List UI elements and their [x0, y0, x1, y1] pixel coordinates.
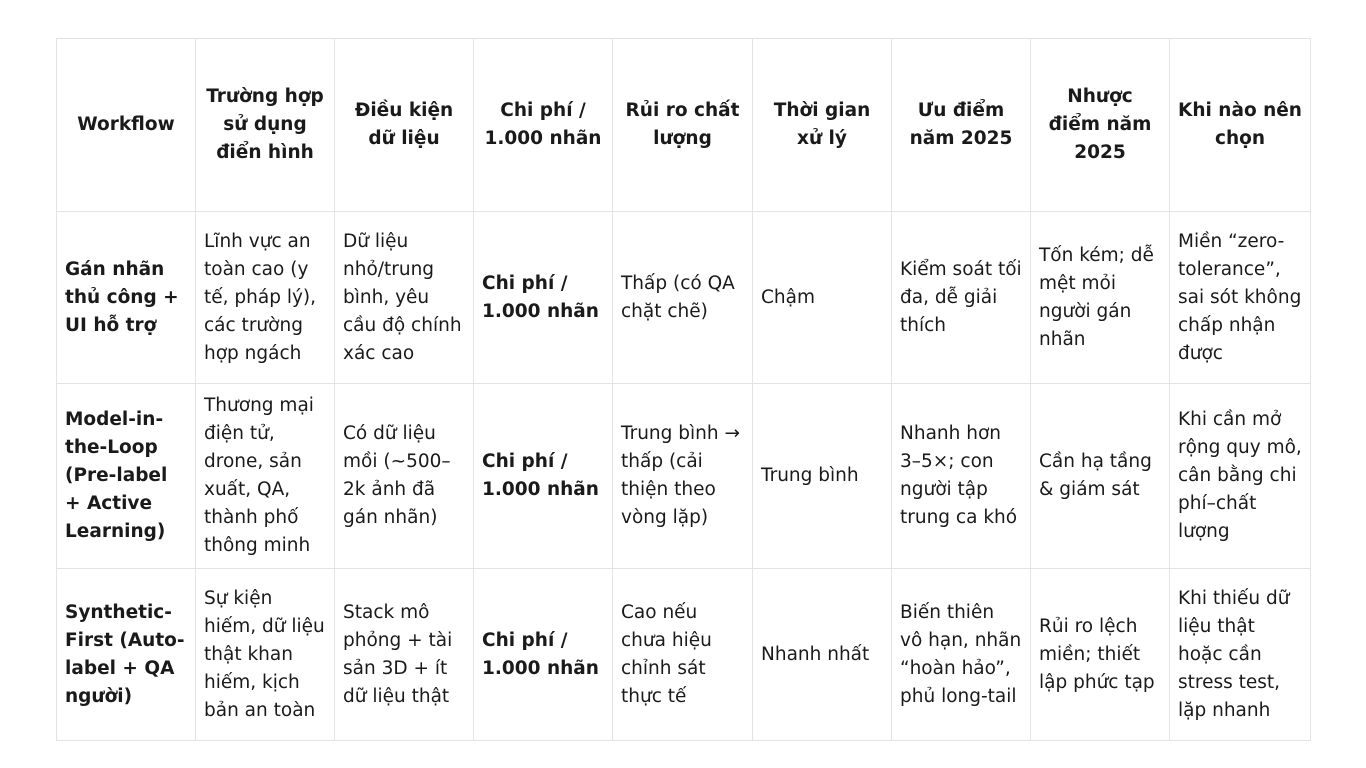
- cell-workflow: Synthetic-First (Auto-label + QA người): [57, 569, 196, 741]
- header-processing-time: Thời gian xử lý: [753, 39, 892, 212]
- cell-quality-risk: Thấp (có QA chặt chẽ): [613, 212, 753, 384]
- cell-use-case: Lĩnh vực an toàn cao (y tế, pháp lý), các trường hợp ngách: [196, 212, 335, 384]
- cell-when-to-choose: Khi thiếu dữ liệu thật hoặc cần stress test, lặp nhanh: [1170, 569, 1311, 741]
- table-row: [57, 212, 1311, 384]
- cell-when-to-choose: Miền “zero-tolerance”, sai sót không chấp nhận được: [1170, 212, 1311, 384]
- cell-use-case: Sự kiện hiếm, dữ liệu thật khan hiếm, kịch bản an toàn: [196, 569, 335, 741]
- cell-quality-risk: Trung bình → thấp (cải thiện theo vòng lặp): [613, 384, 753, 569]
- cell-advantages: Biến thiên vô hạn, nhãn “hoàn hảo”, phủ long-tail: [892, 569, 1031, 741]
- cell-cost: Chi phí / 1.000 nhãn: [474, 212, 613, 384]
- cell-data-conditions: Stack mô phỏng + tài sản 3D + ít dữ liệu thật: [335, 569, 474, 741]
- cell-use-case: Thương mại điện tử, drone, sản xuất, QA, thành phố thông minh: [196, 384, 335, 569]
- cell-data-conditions: Có dữ liệu mồi (~500–2k ảnh đã gán nhãn): [335, 384, 474, 569]
- cell-processing-time: Trung bình: [753, 384, 892, 569]
- workflow-comparison-table: [56, 38, 1311, 741]
- cell-quality-risk: Cao nếu chưa hiệu chỉnh sát thực tế: [613, 569, 753, 741]
- table-row: [57, 384, 1311, 569]
- header-row: [57, 39, 1311, 212]
- header-advantages: Ưu điểm năm 2025: [892, 39, 1031, 212]
- cell-processing-time: Nhanh nhất: [753, 569, 892, 741]
- cell-advantages: Nhanh hơn 3–5×; con người tập trung ca khó: [892, 384, 1031, 569]
- cell-when-to-choose: Khi cần mở rộng quy mô, cân bằng chi phí–chất lượng: [1170, 384, 1311, 569]
- cell-advantages: Kiểm soát tối đa, dễ giải thích: [892, 212, 1031, 384]
- cell-disadvantages: Rủi ro lệch miền; thiết lập phức tạp: [1031, 569, 1170, 741]
- header-data-conditions: Điều kiện dữ liệu: [335, 39, 474, 212]
- cell-disadvantages: Cần hạ tầng & giám sát: [1031, 384, 1170, 569]
- cell-cost: Chi phí / 1.000 nhãn: [474, 384, 613, 569]
- header-disadvantages: Nhược điểm năm 2025: [1031, 39, 1170, 212]
- header-quality-risk: Rủi ro chất lượng: [613, 39, 753, 212]
- header-use-case: Trường hợp sử dụng điển hình: [196, 39, 335, 212]
- table-row: [57, 569, 1311, 741]
- header-workflow: Workflow: [57, 39, 196, 212]
- cell-workflow: Gán nhãn thủ công + UI hỗ trợ: [57, 212, 196, 384]
- header-when-to-choose: Khi nào nên chọn: [1170, 39, 1311, 212]
- header-cost: Chi phí / 1.000 nhãn: [474, 39, 613, 212]
- cell-data-conditions: Dữ liệu nhỏ/trung bình, yêu cầu độ chính xác cao: [335, 212, 474, 384]
- cell-cost: Chi phí / 1.000 nhãn: [474, 569, 613, 741]
- cell-processing-time: Chậm: [753, 212, 892, 384]
- cell-disadvantages: Tốn kém; dễ mệt mỏi người gán nhãn: [1031, 212, 1170, 384]
- cell-workflow: Model-in-the-Loop (Pre-label + Active Learning): [57, 384, 196, 569]
